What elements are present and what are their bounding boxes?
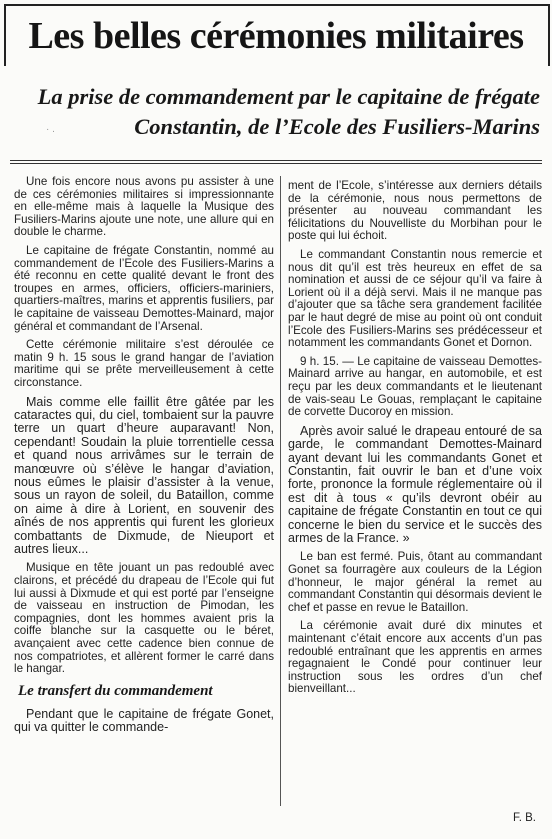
- left-paragraph-1: Une fois encore nous avons pu assister à une de ces cérémonies militaires si impressionnante en elle-même mais à laquelle la Musique des Fusiliers-Marins ajoute une note, une allure qui en double le charme.: [14, 175, 274, 239]
- right-paragraph-1: ment de l’Ecole, s’intéresse aux derniers détails de la cérémonie, nous nous permettons de présenter au nouveau commandant les félicitations du Nouvelliste du Morbihan pour le poste qui lui échoit.: [288, 179, 542, 243]
- right-column: [288, 180, 542, 702]
- left-paragraph-3: Cette cérémonie militaire s’est déroulée ce matin 9 h. 15 sous le grand hangar de l’aviation maritime qui se prête merveilleusement à cette circonstance.: [14, 338, 274, 389]
- left-paragraph-4: Mais comme elle faillit être gâtée par les cataractes qui, du ciel, tombaient sur la pauvre terre un quart d’heure auparavant! Non, cependant! Soudain la pluie torrentielle cessa et quand nous arrivâmes sur le terrain de manœuvre où s’élève le hangar d’aviation, nous eûmes le plaisir d’assister à la venue, sous un rayon de soleil, du Bataillon, comme on aime à dire à Lorient, en souvenir des aînés de nos apprentis qui furent les glorieux combattants de Dixmude, de Nieuport et autres lieux...: [14, 394, 274, 556]
- section-rule-lower: [10, 163, 542, 164]
- section-subheading: Le transfert du commandement: [18, 682, 213, 699]
- right-paragraph-4: Après avoir salué le drapeau entouré de sa garde, le commandant Demottes-Mainard ayant devant lui les commandants Gonet et Constantin, fait ouvrir le ban et d’une voix forte, prononce la formule réglementaire où il est dit à tous « qu’ils devront obéir au capitaine de frégate Constantin en tout ce qui concerne le bien du service et le succès des armes de la France. »: [288, 423, 542, 545]
- author-signature: F. B.: [512, 812, 536, 824]
- left-paragraph-2: Le capitaine de frégate Constantin, nommé au commandement de l’Ecole des Fusiliers-Marins a été reconnu en cette qualité devant le front des troupes en armes, officiers, officiers-mariniers, quartiers-maîtres, marins et apprentis fusiliers, par le capitaine de vaisseau Demottes-Mainard, major général et commandant de l’Arsenal.: [14, 243, 274, 333]
- title-frame-left: [4, 4, 6, 66]
- right-paragraph-5: Le ban est fermé. Puis, ôtant au commandant Gonet sa fourragère aux couleurs de la Légion d’honneur, le major général la remet au commandant Constantin qui désormais devient le chef et passe en revue le Bataillon.: [288, 550, 542, 614]
- column-divider: [280, 176, 281, 806]
- article-headline: Les belles cérémonies militaires: [28, 15, 524, 57]
- right-paragraph-2: Le commandant Constantin nous remercie et nous dit qu’il est très heureux en effet de sa nomination et aussi de ce séjour qu’il va faire à Lorient où il a déjà servi. Mais il ne manque pas d’ajouter que sa tâche sera grandement facilitée par le haut degré de mise au point où ont conduit l’Ecole des Fusiliers-Marins ses prédécesseur et notamment les commandants Gonet et Dornon.: [288, 247, 542, 350]
- right-paragraph-6: La cérémonie avait duré dix minutes et maintenant c’était encore aux accents d’un pas redoublé entraînant que les apprentis en armes regagnaient le Condé pour continuer leur instruction sous les ordres d’un chef bienveillant...: [288, 619, 542, 696]
- article-subhead: [20, 82, 540, 142]
- left-paragraph-6: Pendant que le capitaine de frégate Gonet, qui va quitter le commande-: [14, 706, 274, 735]
- left-paragraph-5: Musique en tête jouant un pas redoublé avec clairons, et précédé du drapeau de l’Ecole qui fut lui aussi à Dixmude et qui est porté par l’enseigne de vaisseau en instruction de Pimodan, les compagnies, dont les hommes avaient pris la coiffe blanche sur la casquette ou le béret, avançaient avec cette cadence bien connue de nos compatriotes, et allèrent former le carré dans le hangar.: [14, 561, 274, 676]
- title-frame-right: [548, 4, 550, 66]
- subhead-line-2: Constantin, de l’Ecole des Fusiliers-Marins: [134, 114, 540, 139]
- left-column: [14, 176, 274, 741]
- subhead-line-1: La prise de commandement par le capitaine de frégate: [37, 84, 540, 109]
- section-rule-upper: [10, 160, 542, 161]
- print-speck: · .: [46, 124, 55, 135]
- right-paragraph-3: 9 h. 15. — Le capitaine de vaisseau Demottes-Mainard arrive au hangar, en automobile, et est reçu par les deux commandants et le lieutenant de vais-seau Le Gouas, remplaçant le capitaine de corvette Ducoroy en mission.: [288, 354, 542, 419]
- title-frame-top: [4, 4, 550, 6]
